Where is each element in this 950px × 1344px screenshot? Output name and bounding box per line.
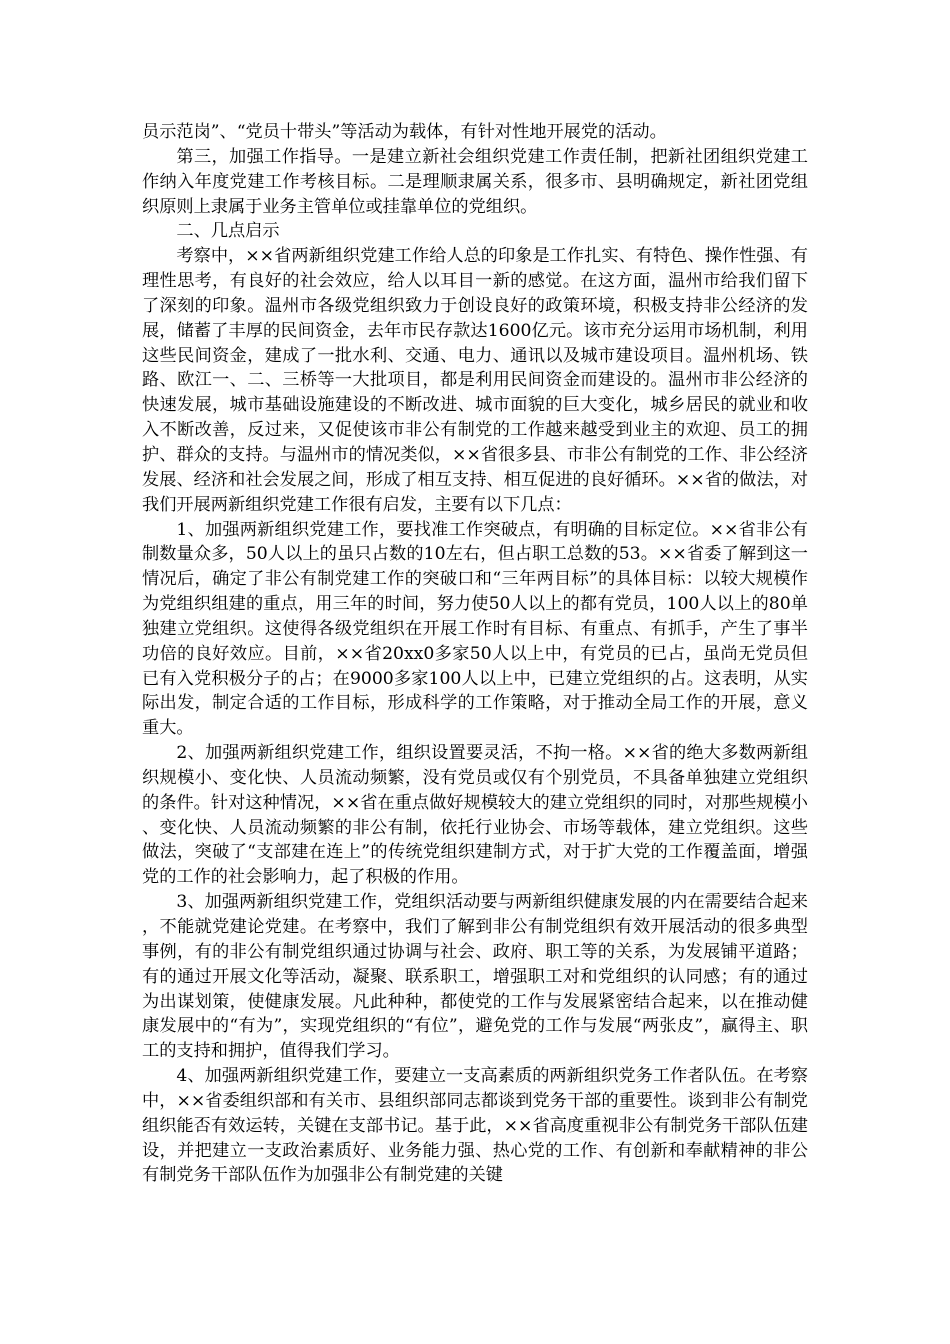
paragraph-inspection-overview: 考察中，××省两新组织党建工作给人总的印象是工作扎实、有特色、操作性强、有理性思考，有良好的社会效应，给人以耳目一新的感觉。在这方面，温州市给我们留下了深刻的印象。温州市各级党组织致力于创设良好的政策环境，积极支持非公经济的发展，储蓄了丰厚的民间资金，去年市民存款达1600亿元。该市充分运用市场机制，利用这些民间资金，建成了一批水利、交通、电力、通讯以及城市建设项目。温州机场、铁路、欧江一、二、三桥等一大批项目，都是利用民间资金而建设的。温州市非公经济的快速发展，城市基础设施建设的不断改进、城市面貌的巨大变化，城乡居民的就业和收入不断改善，反过来，又促使该市非公有制党的工作越来越受到业主的欢迎、员工的拥护、群众的支持。与温州市的情况类似，××省很多县、市非公有制党的工作、非公经济发展、经济和社会发展之间，形成了相互支持、相互促进的良好循环。××省的做法，对我们开展两新组织党建工作很有启发，主要有以下几点： bbox=[142, 246, 808, 515]
paragraph-continuation: 员示范岗”、“党员十带头”等活动为载体，有针对性地开展党的活动。 bbox=[142, 122, 667, 142]
paragraph-point-3: 3、加强两新组织党建工作，党组织活动要与两新组织健康发展的内在需要结合起来，不能就党建论党建。在考察中，我们了解到非公有制党组织有效开展活动的很多典型事例，有的非公有制党组织通过协调与社会、政府、职工等的关系，为发展铺平道路；有的通过开展文化等活动，凝聚、联系职工，增强职工对和党组织的认同感；有的通过为出谋划策，使健康发展。凡此种种，都使党的工作与发展紧密结合起来，以在推动健康发展中的“有为”，实现党组织的“有位”，避免党的工作与发展“两张皮”，赢得主、职工的支持和拥护，值得我们学习。 bbox=[142, 892, 808, 1062]
document-body bbox=[142, 120, 808, 1188]
paragraph-point-4: 4、加强两新组织党建工作，要建立一支高素质的两新组织党务工作者队伍。在考察中，××省委组织部和有关市、县组织部同志都谈到党务干部的重要性。谈到非公有制党组织能否有效运转，关键在支部书记。基于此，××省高度重视非公有制党务干部队伍建设，并把建立一支政治素质好、业务能力强、热心党的工作、有创新和奉献精神的非公有制党务干部队伍作为加强非公有制党建的关键 bbox=[142, 1066, 808, 1186]
paragraph-point-1: 1、加强两新组织党建工作，要找准工作突破点，有明确的目标定位。××省非公有制数量众多，50人以上的虽只占数的10左右，但占职工总数的53。××省委了解到这一情况后，确定了非公有制党建工作的突破口和“三年两目标”的具体目标：以较大规模作为党组织组建的重点，用三年的时间，努力使50人以上的都有党员，100人以上的80单独建立党组织。这使得各级党组织在开展工作时有目标、有重点、有抓手，产生了事半功倍的良好效应。目前，××省20xx0多家50人以上中，有党员的已占，虽尚无党员但已有入党积极分子的占；在9000多家100人以上中，已建立党组织的占。这表明，从实际出发，制定合适的工作目标，形成科学的工作策略，对于推动全局工作的开展，意义重大。 bbox=[142, 519, 808, 739]
paragraph-point-2: 2、加强两新组织党建工作，组织设置要灵活，不拘一格。××省的绝大多数两新组织规模小、变化快、人员流动频繁，没有党员或仅有个别党员，不具备单独建立党组织的条件。针对这种情况，××省在重点做好规模较大的建立党组织的同时，对那些规模小、变化快、人员流动频繁的非公有制，依托行业协会、市场等载体，建立党组织。这些做法，突破了“支部建在连上”的传统党组织建制方式，对于扩大党的工作覆盖面，增强党的工作的社会影响力，起了积极的作用。 bbox=[142, 743, 808, 888]
paragraph-work-guidance: 第三，加强工作指导。一是建立新社会组织党建工作责任制，把新社团组织党建工作纳入年度党建工作考核目标。二是理顺隶属关系，很多市、县明确规定，新社团党组织原则上隶属于业务主管单位或挂靠单位的党组织。 bbox=[142, 146, 808, 217]
section-heading-insights: 二、几点启示 bbox=[176, 221, 280, 242]
